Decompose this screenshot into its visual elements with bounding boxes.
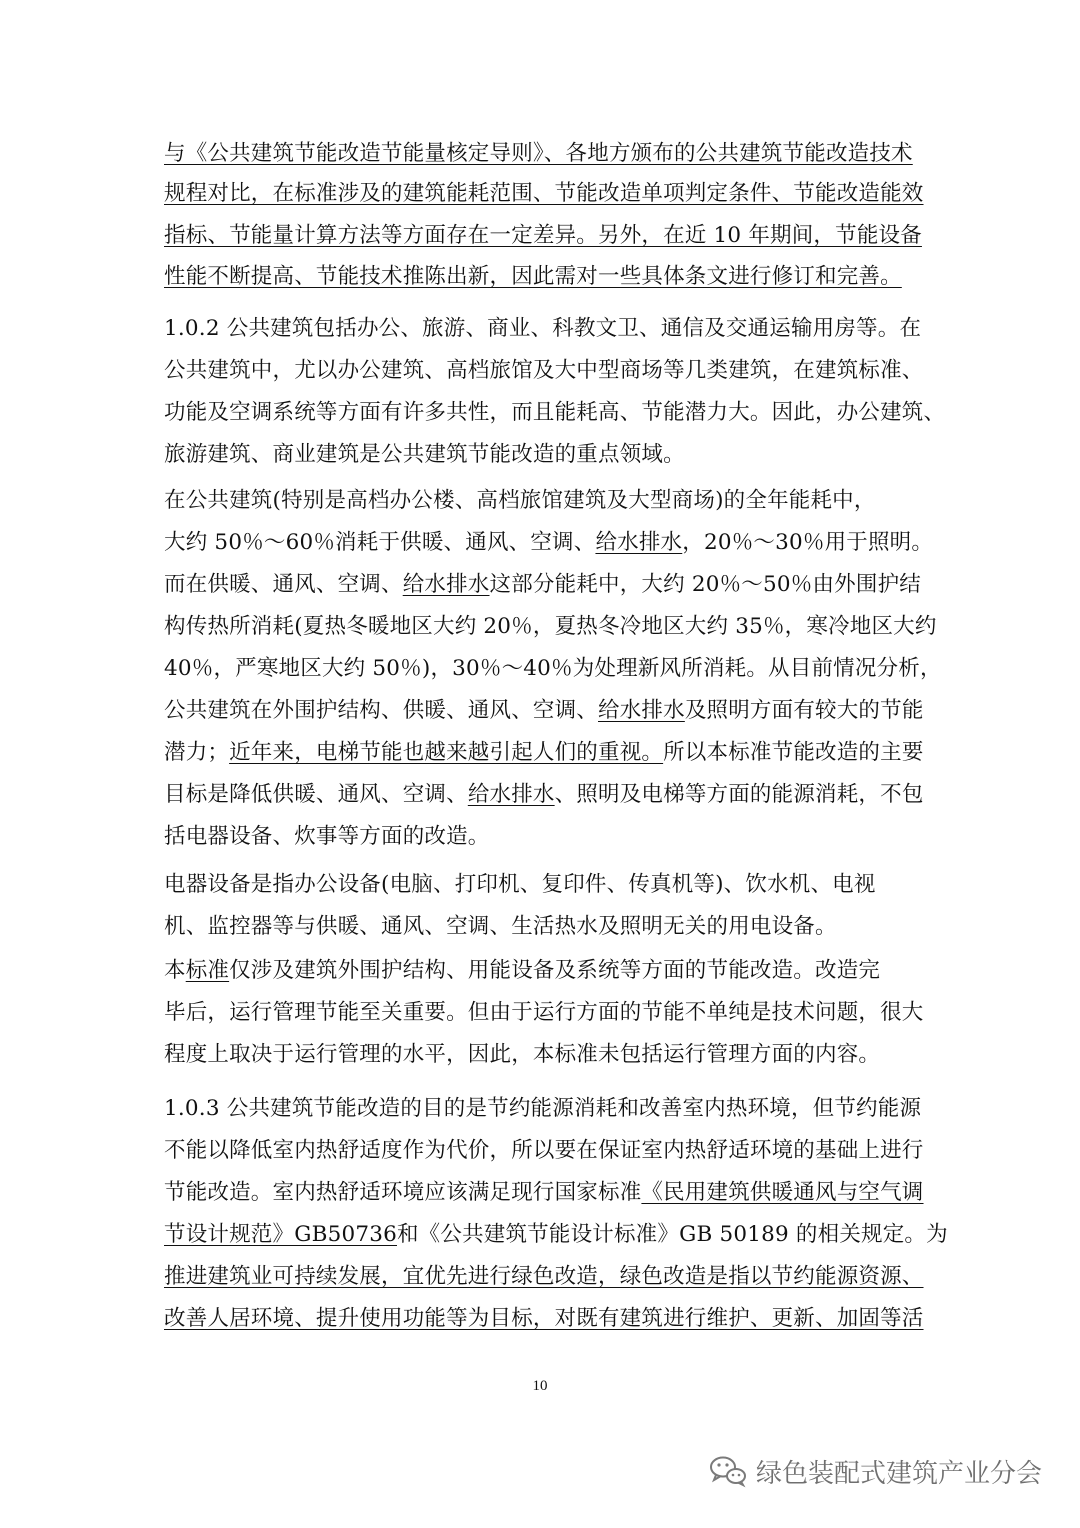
text-line: 指标、节能量计算方法等方面存在一定差异。另外，在近 10 年期间，节能设备 bbox=[164, 223, 922, 248]
text-line: 节设计规范》GB50736和《公共建筑节能设计标准》GB 50189 的相关规定。为 bbox=[164, 1222, 948, 1247]
text-line: 大约 50％～60％消耗于供暖、通风、空调、给水排水，20％～30％用于照明。 bbox=[164, 530, 934, 555]
text-line: 功能及空调系统等方面有许多共性，而且能耗高、节能潜力大。因此，办公建筑、 bbox=[164, 400, 946, 425]
text-line: 节能改造。室内热舒适环境应该满足现行国家标准《民用建筑供暖通风与空气调 bbox=[164, 1180, 924, 1205]
watermark bbox=[708, 1451, 1042, 1491]
text-line: 目标是降低供暖、通风、空调、给水排水、照明及电梯等方面的能源消耗，不包 bbox=[164, 782, 924, 807]
text-line: 机、监控器等与供暖、通风、空调、生活热水及照明无关的用电设备。 bbox=[164, 914, 837, 939]
paragraph-start: 本标准仅涉及建筑外围护结构、用能设备及系统等方面的节能改造。改造完 bbox=[164, 958, 881, 983]
page-number: 10 bbox=[532, 1378, 548, 1394]
clause-1-0-3: 1.0.3 公共建筑节能改造的目的是节约能源消耗和改善室内热环境，但节约能源 bbox=[164, 1096, 922, 1121]
text-line: 而在供暖、通风、空调、给水排水这部分能耗中，大约 20％～50％由外围护结 bbox=[164, 572, 921, 597]
clause-1-0-2: 1.0.2 公共建筑包括办公、旅游、商业、科教文卫、通信及交通运输用房等。在 bbox=[164, 316, 922, 341]
watermark-text: 绿色装配式建筑产业分会 bbox=[756, 1458, 1043, 1489]
wechat-icon bbox=[708, 1453, 748, 1489]
text-line: 旅游建筑、商业建筑是公共建筑节能改造的重点领域。 bbox=[164, 442, 685, 467]
text-line: 毕后，运行管理节能至关重要。但由于运行方面的节能不单纯是技术问题，很大 bbox=[164, 1000, 924, 1025]
text-line: 程度上取决于运行管理的水平，因此，本标准未包括运行管理方面的内容。 bbox=[164, 1042, 881, 1067]
text-line: 括电器设备、炊事等方面的改造。 bbox=[164, 824, 490, 849]
text-line: 改善人居环境、提升使用功能等为目标，对既有建筑进行维护、更新、加固等活 bbox=[164, 1306, 924, 1331]
text-line: 构传热所消耗(夏热冬暖地区大约 20％，夏热冬冷地区大约 35％，寒冷地区大约 bbox=[164, 614, 937, 639]
text-line: 潜力；近年来，电梯节能也越来越引起人们的重视。所以本标准节能改造的主要 bbox=[164, 740, 924, 765]
text-line: 公共建筑中，尤以办公建筑、高档旅馆及大中型商场等几类建筑，在建筑标准、 bbox=[164, 358, 924, 383]
paragraph-start: 电器设备是指办公设备(电脑、打印机、复印件、传真机等)、饮水机、电视 bbox=[164, 872, 876, 897]
text-line: 规程对比，在标准涉及的建筑能耗范围、节能改造单项判定条件、节能改造能效 bbox=[164, 181, 924, 206]
text-line: 公共建筑在外围护结构、供暖、通风、空调、给水排水及照明方面有较大的节能 bbox=[164, 698, 924, 723]
text-line: 与《公共建筑节能改造节能量核定导则》、各地方颁布的公共建筑节能改造技术 bbox=[164, 141, 913, 166]
text-line: 40％，严寒地区大约 50％)，30％～40％为处理新风所消耗。从目前情况分析， bbox=[164, 656, 942, 681]
paragraph-start: 在公共建筑(特别是高档办公楼、高档旅馆建筑及大型商场)的全年能耗中， bbox=[164, 488, 876, 513]
text-line: 性能不断提高、节能技术推陈出新，因此需对一些具体条文进行修订和完善。 bbox=[164, 264, 902, 289]
text-line: 推进建筑业可持续发展，宜优先进行绿色改造，绿色改造是指以节约能源资源、 bbox=[164, 1264, 924, 1289]
text-line: 不能以降低室内热舒适度作为代价，所以要在保证室内热舒适环境的基础上进行 bbox=[164, 1138, 924, 1163]
